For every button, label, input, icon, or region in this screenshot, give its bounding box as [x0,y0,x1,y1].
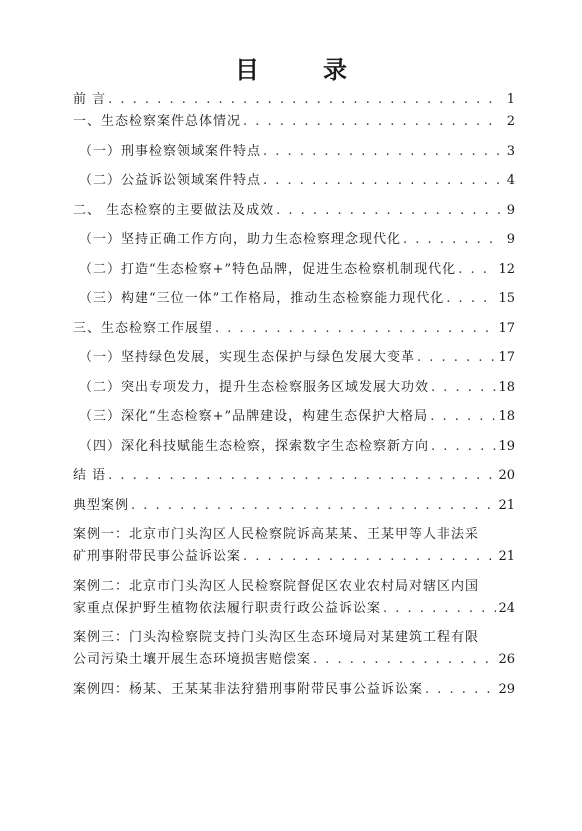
toc-page-number: 20 [498,468,515,483]
dot-leader [313,652,496,667]
toc-entry-text: （二）突出专项发力，提升生态检察服务区域发展大功效 [79,379,430,395]
toc-entry[interactable] [73,464,515,494]
toc-page-number: 17 [498,320,515,336]
toc-page-number: 19 [498,438,515,454]
toc-entry-continuation[interactable] [73,648,515,678]
toc-page-number: 24 [498,600,515,616]
toc-page-number: 3 [506,143,515,159]
dot-leader [243,114,501,129]
toc-entry[interactable] [73,317,515,347]
toc-page-number: 29 [498,681,515,697]
toc-entry-continuation[interactable] [73,597,515,627]
toc-page-number: 18 [498,409,515,424]
toc-entry-text: 三、生态检察工作展望 [73,320,214,336]
toc-entry[interactable] [73,626,515,648]
toc-page-number: 4 [506,173,515,188]
toc-entry-text: 结 语 [73,468,107,483]
dot-leader [215,321,496,336]
toc-page-number: 1 [506,92,515,107]
toc-page-number: 9 [506,232,515,247]
toc-entry-text: 案例二：北京市门头沟区人民检察院督促区农业农村局对辖区内国 [73,578,480,594]
toc-entry-text: （二）打造“生态检察+”特色品牌，促进生态检察机制现代化 [79,261,457,277]
toc-page-number: 21 [498,549,515,564]
toc-entry-text: 家重点保护野生植物依法履行职责行政公益诉讼案 [73,600,382,616]
toc-entry-text: 前 言 [73,92,107,107]
dot-leader [276,203,501,218]
toc-entry[interactable] [73,405,515,435]
toc-entry[interactable] [73,199,515,229]
dot-leader [263,144,501,159]
toc-page-number: 9 [506,202,515,218]
toc-page-number: 15 [498,291,515,306]
dot-leader [431,439,496,454]
dot-leader [108,468,496,483]
toc-entry[interactable] [73,140,515,170]
dot-leader [383,601,496,616]
toc-entry-continuation[interactable] [73,545,515,575]
dot-leader [430,409,496,424]
toc-entry[interactable] [73,88,515,110]
toc-entry[interactable] [73,376,515,406]
dot-leader [263,173,501,188]
dot-leader [446,291,496,306]
toc-entry[interactable] [73,346,515,376]
toc-page-number: 21 [498,497,515,513]
toc-entry[interactable] [73,110,515,140]
dot-leader [431,380,496,395]
table-of-contents [73,88,515,707]
dot-leader [458,262,496,277]
page-title: 目 录 [235,56,367,84]
toc-entry-text: 典型案例 [73,497,130,513]
toc-entry-text: （二）公益诉讼领域案件特点 [79,173,262,188]
dot-leader [243,549,496,564]
dot-leader [403,232,501,247]
toc-entry[interactable] [73,678,515,708]
dot-leader [131,498,496,513]
toc-entry-text: 一、生态检察案件总体情况 [73,114,242,129]
toc-entry[interactable] [73,435,515,465]
toc-entry-text: （一）坚持绿色发展，实现生态保护与绿色发展大变革 [79,350,416,365]
toc-entry[interactable] [73,228,515,258]
toc-page-number: 2 [506,114,515,129]
toc-entry-text: 公司污染土壤开展生态环境损害赔偿案 [73,652,312,667]
toc-entry[interactable] [73,575,515,597]
toc-entry[interactable] [73,169,515,199]
toc-entry-text: （三）深化“生态检察+”品牌建设，构建生态保护大格局 [79,409,429,424]
toc-entry-text: （四）深化科技赋能生态检察，探索数字生态检察新方向 [79,438,430,454]
toc-entry-text: （三）构建“三位一体”工作格局，推动生态检察能力现代化 [79,291,445,306]
toc-entry[interactable] [73,258,515,288]
toc-entry-text: 案例一：北京市门头沟区人民检察院诉高某某、王某甲等人非法采 [73,527,480,542]
toc-entry[interactable] [73,494,515,524]
toc-entry-text: （一）坚持正确工作方向，助力生态检察理念现代化 [79,232,402,247]
toc-page-number: 17 [498,350,515,365]
toc-entry-text: 矿刑事附带民事公益诉讼案 [73,549,242,564]
toc-page-number: 26 [498,652,515,667]
dot-leader [417,350,496,365]
dot-leader [425,682,496,697]
toc-page-number: 18 [498,379,515,395]
toc-entry-text: （一）刑事检察领域案件特点 [79,143,262,159]
toc-entry-text: 案例四：杨某、王某某非法狩猎刑事附带民事公益诉讼案 [73,681,424,697]
toc-entry[interactable] [73,523,515,545]
dot-leader [108,92,501,107]
toc-entry-text: 案例三：门头沟检察院支持门头沟区生态环境局对某建筑工程有限 [73,630,480,645]
toc-page-number: 12 [498,261,515,277]
toc-entry[interactable] [73,287,515,317]
toc-entry-text: 二、 生态检察的主要做法及成效 [73,202,275,218]
